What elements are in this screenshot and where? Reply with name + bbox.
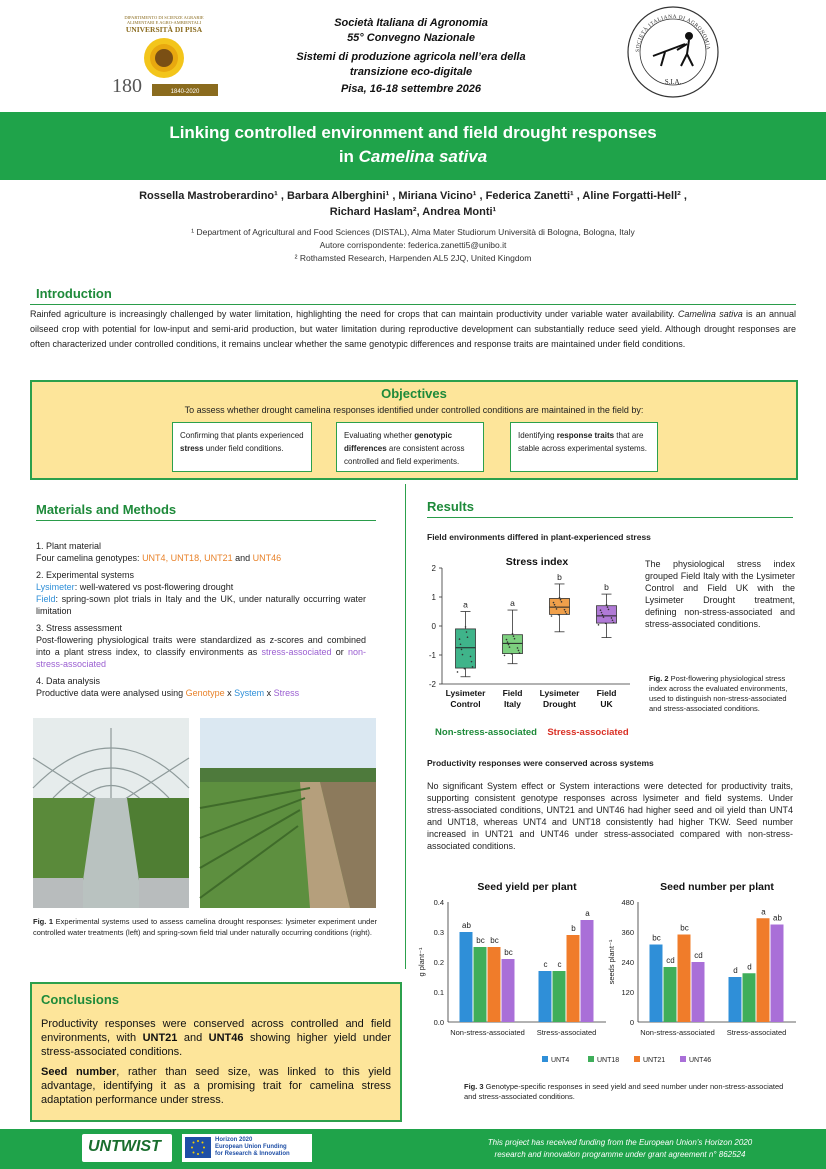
seed-yield-bar-unt18 xyxy=(553,971,566,1022)
poster-title xyxy=(0,112,826,180)
jitter-point xyxy=(606,604,608,606)
title-line1: Linking controlled environment and field drought responses xyxy=(169,123,657,142)
seed-number-bar-letter: d xyxy=(747,962,752,972)
y-tick-label: 1 xyxy=(431,593,436,602)
results-title: Results xyxy=(427,499,474,514)
affiliation-2: ² Rothamsted Research, Harpenden AL5 2JQ, United Kingdom xyxy=(294,253,532,263)
field-trial-photo xyxy=(200,718,376,908)
conf-line: Pisa, 16-18 settembre 2026 xyxy=(340,83,482,95)
seed-yield-bar-unt18 xyxy=(474,947,487,1022)
conf-line: 55° Convegno Nazionale xyxy=(347,32,475,44)
legend-swatch-unt46 xyxy=(680,1056,686,1062)
jitter-point xyxy=(600,609,602,611)
jitter-point xyxy=(464,668,466,670)
group-label-non-stress: Non-stress-associated xyxy=(435,727,537,738)
logo-uni-name: UNIVERSITÀ DI PISA xyxy=(125,25,203,34)
jitter-point xyxy=(465,626,467,628)
y-tick-label: 0 xyxy=(431,622,436,631)
seed-yield-title: Seed yield per plant xyxy=(477,881,577,893)
jitter-point xyxy=(507,641,509,643)
methods-field: Field: spring-sown plot trials in Italy and the UK, under naturally occurring water limitation xyxy=(36,594,366,616)
authors-line1: Rossella Mastroberardino¹ , Barbara Alberghini¹ , Miriana Vicino¹ , Federica Zanetti¹ , Aline Forgatti-Hell² , xyxy=(139,190,687,202)
legend-swatch-unt4 xyxy=(542,1056,548,1062)
figure-2-caption: Fig. 2 Post-flowering physiological stress index across the evaluated environments, used to distinguish non-stress-associated and stress-associated conditions. xyxy=(649,674,788,713)
jitter-point xyxy=(558,614,560,616)
seed-yield-y-tick-label: 0.1 xyxy=(433,988,444,997)
logo-anniversary: 180 xyxy=(112,75,142,97)
methods-title: Materials and Methods xyxy=(36,502,177,517)
svg-text:SOCIETÀ ITALIANA DI AGRONOMIA xyxy=(635,14,711,52)
chart-title: Stress index xyxy=(505,556,569,568)
x-tick-label: Italy xyxy=(503,699,522,709)
jitter-point xyxy=(605,623,607,625)
jitter-point xyxy=(553,602,555,604)
jitter-point xyxy=(511,653,513,655)
jitter-point xyxy=(555,606,557,608)
seed-number-x-tick-label: Stress-associated xyxy=(726,1028,787,1037)
jitter-point xyxy=(466,631,468,633)
seed-yield-y-tick-label: 0.2 xyxy=(433,958,444,967)
y-tick-label: -2 xyxy=(428,680,436,689)
seed-number-bar-unt4 xyxy=(729,977,742,1022)
introduction-text: Rainfed agriculture is increasingly challenged by water limitation, highlighting the need for crops that can maintain productivity under variable water availability. Camelina sativa is an annual oilseed crop with potential for low-input and semi-arid production, but water limitation during reproductive development can substantially reduce seed yield. Although drought responses are often characterized under controlled conditions, it remains unclear whether the same genotypic differences and response traits are maintained under field conditions. xyxy=(30,309,796,349)
logo-dept-line1: DIPARTIMENTO DI SCIENZE AGRARIE xyxy=(124,15,204,20)
seed-number-x-tick-label: Non-stress-associated xyxy=(640,1028,715,1037)
university-of-pisa-logo xyxy=(108,10,220,98)
productivity-text: No significant System effect or System interactions were detected for productivity traits, supporting consistent genotype responses across lysimeter and field systems. Under stress-associated conditions, UNT21 and UNT46 had higher seed and oil yield than UNT4 and UNT18, whereas UNT4 and UNT18 consistently had higher TKW. Seed number increased in UNT21 and UNT46 under stress-associated compared with non-stress-associated conditions. xyxy=(427,781,793,851)
legend-label-unt4: UNT4 xyxy=(551,1057,570,1064)
jitter-point xyxy=(462,654,464,656)
seed-number-bar-unt21 xyxy=(757,918,770,1022)
seed-number-y-label: seeds plant⁻¹ xyxy=(607,939,616,985)
seed-yield-bar-letter: bc xyxy=(504,948,513,957)
x-tick-label: Lysimeter xyxy=(539,688,580,698)
jitter-point xyxy=(472,666,474,668)
jitter-point xyxy=(504,655,506,657)
significance-letter: a xyxy=(510,598,515,609)
objectives-title: Objectives xyxy=(381,386,447,401)
seed-yield-bar-unt4 xyxy=(539,971,552,1022)
plough-icon xyxy=(653,33,693,66)
conf-line: Sistemi di produzione agricola nell’era della xyxy=(296,51,526,63)
x-tick-label: Field xyxy=(502,688,523,698)
box-2 xyxy=(503,635,523,654)
figure-3-caption: Fig. 3 Genotype-specific responses in seed yield and seed number under non-stress-associated and stress-associated conditions. xyxy=(464,1082,784,1101)
jitter-point xyxy=(508,644,510,646)
legend-label-unt18: UNT18 xyxy=(597,1057,620,1064)
legend-label-unt46: UNT46 xyxy=(689,1057,712,1064)
seed-number-bar-letter: bc xyxy=(680,923,689,933)
seed-yield-bar-unt21 xyxy=(488,947,501,1022)
seed-number-bar-unt21 xyxy=(678,935,691,1023)
seed-number-bar-letter: bc xyxy=(652,933,661,943)
funding-line1: This project has received funding from the European Union’s Horizon 2020 xyxy=(487,1138,753,1147)
seed-number-bar-letter: ab xyxy=(773,913,782,923)
jitter-point xyxy=(560,599,562,601)
seed-number-bar-unt46 xyxy=(692,962,705,1022)
methods-body xyxy=(36,540,366,699)
box-1 xyxy=(456,629,476,668)
seed-yield-bar-letter: ab xyxy=(462,921,471,930)
y-tick-label: 2 xyxy=(431,564,436,573)
seed-yield-bar-letter: bc xyxy=(476,936,485,945)
objectives-subtitle: To assess whether drought camelina responses identified under controlled conditions are maintained in the field by: xyxy=(184,405,644,415)
jitter-point xyxy=(603,616,605,618)
significance-letter: b xyxy=(604,582,609,593)
x-tick-label: UK xyxy=(600,699,613,709)
sia-acronym: S.I.A. xyxy=(664,78,682,86)
objective-box-3: Identifying response traits that are stable across experimental systems. xyxy=(510,422,658,472)
jitter-point xyxy=(559,597,561,599)
results-subtitle-1: Field environments differed in plant-experienced stress xyxy=(427,532,651,542)
jitter-point xyxy=(608,609,610,611)
eu-line1: Horizon 2020 xyxy=(215,1137,253,1143)
funding-line2: research and innovation programme under grant agreement n° 862524 xyxy=(494,1150,746,1159)
legend-swatch-unt18 xyxy=(588,1056,594,1062)
lysimeter-greenhouse-photo xyxy=(33,718,189,908)
results-divider xyxy=(427,517,793,518)
jitter-point xyxy=(564,609,566,611)
jitter-point xyxy=(566,613,568,615)
jitter-point xyxy=(517,647,519,649)
jitter-point xyxy=(602,614,604,616)
conf-line: transizione eco-digitale xyxy=(349,66,473,78)
seed-number-bar-unt46 xyxy=(771,925,784,1023)
jitter-point xyxy=(513,635,515,637)
conf-line: Società Italiana di Agronomia xyxy=(334,17,488,29)
title-species: Camelina sativa xyxy=(358,147,488,166)
jitter-point xyxy=(460,643,462,645)
conclusions-section xyxy=(30,982,402,1122)
jitter-point xyxy=(611,617,613,619)
x-tick-label: Control xyxy=(450,699,481,709)
eu-funding-logo xyxy=(182,1134,312,1162)
methods-divider xyxy=(36,520,376,521)
sunflower-icon xyxy=(144,38,184,78)
seed-number-bar-letter: d xyxy=(733,966,738,975)
stress-index-chart xyxy=(418,552,644,738)
methods-s3-text: Post-flowering physiological traits were standardized as z-scores and combined into a plant stress index, to classify environments as stress-associated or non-stress-associated xyxy=(36,635,366,669)
jitter-point xyxy=(607,606,609,608)
seed-yield-bar-unt4 xyxy=(460,932,473,1022)
funding-statement xyxy=(450,1137,790,1161)
introduction-divider xyxy=(30,304,796,305)
methods-s1: 1. Plant material xyxy=(36,541,102,551)
seed-number-bar-letter: cd xyxy=(694,951,703,960)
conclusions-title: Conclusions xyxy=(41,992,120,1007)
results-subtitle-2: Productivity responses were conserved across systems xyxy=(427,758,654,768)
authors-line2: Richard Haslam², Andrea Monti¹ xyxy=(329,206,497,218)
seed-yield-y-label: g plant⁻¹ xyxy=(417,947,426,977)
methods-s4: 4. Data analysis xyxy=(36,676,101,686)
x-tick-label: Lysimeter xyxy=(445,688,486,698)
jitter-point xyxy=(519,652,521,654)
jitter-point xyxy=(514,638,516,640)
box-3 xyxy=(550,598,570,614)
affiliation-1: ¹ Department of Agricultural and Food Sciences (DISTAL), Alma Mater Studiorum Università di Bologna, Bologna, Italy xyxy=(191,227,635,237)
significance-letter: b xyxy=(557,571,562,582)
jitter-point xyxy=(461,649,463,651)
seed-number-bar-unt4 xyxy=(650,945,663,1023)
logo-years: 1840-2020 xyxy=(170,89,200,95)
figure-1-caption: Fig. 1 Experimental systems used to assess camelina drought responses: lysimeter experiment under controlled water treatments (left) and spring-sown field trial under naturally occurring conditions (right). xyxy=(33,917,378,937)
seed-number-bar-unt18 xyxy=(743,973,756,1022)
jitter-point xyxy=(467,636,469,638)
jitter-point xyxy=(470,656,472,658)
authors xyxy=(0,188,826,220)
jitter-point xyxy=(512,633,514,635)
jitter-point xyxy=(613,622,615,624)
affiliations xyxy=(0,226,826,265)
conclusions-p2: Seed number, rather than seed size, was linked to this yield advantage, identifying it as a promising trait for camelina stress adaptation performance under stress. xyxy=(41,1066,391,1106)
jitter-point xyxy=(598,624,600,626)
seed-number-bar-letter: cd xyxy=(666,956,675,965)
group-label-stress: Stress-associated xyxy=(547,727,629,738)
seed-yield-y-tick-label: 0.3 xyxy=(433,928,444,937)
seed-number-y-tick-label: 0 xyxy=(629,1018,634,1027)
seed-yield-bar-letter: b xyxy=(571,924,576,933)
x-tick-label: Field xyxy=(596,688,617,698)
seed-yield-x-tick-label: Stress-associated xyxy=(536,1028,597,1037)
jitter-point xyxy=(506,639,508,641)
methods-s2: 2. Experimental systems xyxy=(36,570,135,580)
jitter-point xyxy=(556,608,558,610)
jitter-point xyxy=(457,671,459,673)
jitter-point xyxy=(471,661,473,663)
corresponding-author: Autore corrispondente: federica.zanetti5@unibo.it xyxy=(319,240,507,250)
objective-box-2: Evaluating whether genotypic differences are consistent across controlled and field experiments. xyxy=(336,422,484,472)
jitter-point xyxy=(565,611,567,613)
jitter-point xyxy=(601,612,603,614)
seed-yield-bar-unt46 xyxy=(502,959,515,1022)
jitter-point xyxy=(554,604,556,606)
conclusions-p1: Productivity responses were conserved across controlled and field environments, with UNT21 and UNT46 showing higher yield under stress-associated conditions. xyxy=(41,1018,392,1058)
methods-lysimeter: Lysimeter: well-watered vs post-flowering drought xyxy=(36,582,234,592)
eu-flag-icon xyxy=(185,1137,211,1158)
y-tick-label: -1 xyxy=(428,651,436,660)
seed-number-y-tick-label: 480 xyxy=(621,898,634,907)
eu-line2: European Union Funding xyxy=(215,1144,287,1150)
jitter-point xyxy=(459,638,461,640)
methods-genotypes: Four camelina genotypes: UNT4, UNT18, UNT21 and UNT46 xyxy=(36,553,282,563)
jitter-point xyxy=(509,646,511,648)
eu-line3: for Research & Innovation xyxy=(215,1151,290,1157)
seed-number-y-tick-label: 240 xyxy=(621,958,634,967)
sia-ring-text: SOCIETÀ ITALIANA DI AGRONOMIA xyxy=(634,13,712,53)
conference-info xyxy=(270,16,552,97)
poster-header xyxy=(0,0,826,112)
column-divider xyxy=(405,484,406,969)
methods-s4-text: Productive data were analysed using Genotype x System x Stress xyxy=(36,688,300,698)
seed-yield-bar-letter: c xyxy=(543,960,548,969)
legend-swatch-unt21 xyxy=(634,1056,640,1062)
x-tick-label: Drought xyxy=(542,699,577,709)
seed-yield-y-tick-label: 0.0 xyxy=(433,1018,444,1027)
jitter-point xyxy=(561,601,563,603)
jitter-point xyxy=(612,619,614,621)
seed-number-bar-letter: a xyxy=(761,907,766,917)
jitter-point xyxy=(551,615,553,617)
seed-yield-bar-unt46 xyxy=(581,920,594,1022)
seed-number-title: Seed number per plant xyxy=(660,881,774,893)
methods-s3: 3. Stress assessment xyxy=(36,623,123,633)
seed-yield-x-tick-label: Non-stress-associated xyxy=(450,1028,525,1037)
stress-index-text: The physiological stress index grouped Field Italy with the Lysimeter Control and Field UK with the Lysimeter Drought treatment, defining non-stress-associated and stress-associated conditions. xyxy=(645,559,795,629)
untwist-logo: UNTWIST xyxy=(82,1134,172,1162)
jitter-point xyxy=(518,650,520,652)
logo-dept-line2: ALIMENTARI E AGRO-AMBIENTALI xyxy=(126,20,202,25)
objective-box-1: Confirming that plants experienced stress under field conditions. xyxy=(172,422,312,472)
seed-number-y-tick-label: 360 xyxy=(621,928,634,937)
legend-label-unt21: UNT21 xyxy=(643,1057,666,1064)
box-4 xyxy=(597,606,617,623)
seed-yield-bar-letter: c xyxy=(557,960,562,969)
seed-yield-bar-unt21 xyxy=(567,935,580,1022)
seed-number-bar-unt18 xyxy=(664,967,677,1022)
seed-number-y-tick-label: 120 xyxy=(621,988,634,997)
objectives-section xyxy=(30,380,798,480)
seed-yield-y-tick-label: 0.4 xyxy=(433,898,444,907)
title-line2: in Camelina sativa xyxy=(338,147,488,166)
seed-charts xyxy=(418,876,808,1072)
seed-yield-bar-letter: a xyxy=(585,909,590,918)
introduction-title: Introduction xyxy=(36,286,112,301)
significance-letter: a xyxy=(463,599,468,610)
introduction-section xyxy=(30,286,796,352)
sia-logo xyxy=(625,4,721,100)
seed-yield-bar-letter: bc xyxy=(490,936,499,945)
